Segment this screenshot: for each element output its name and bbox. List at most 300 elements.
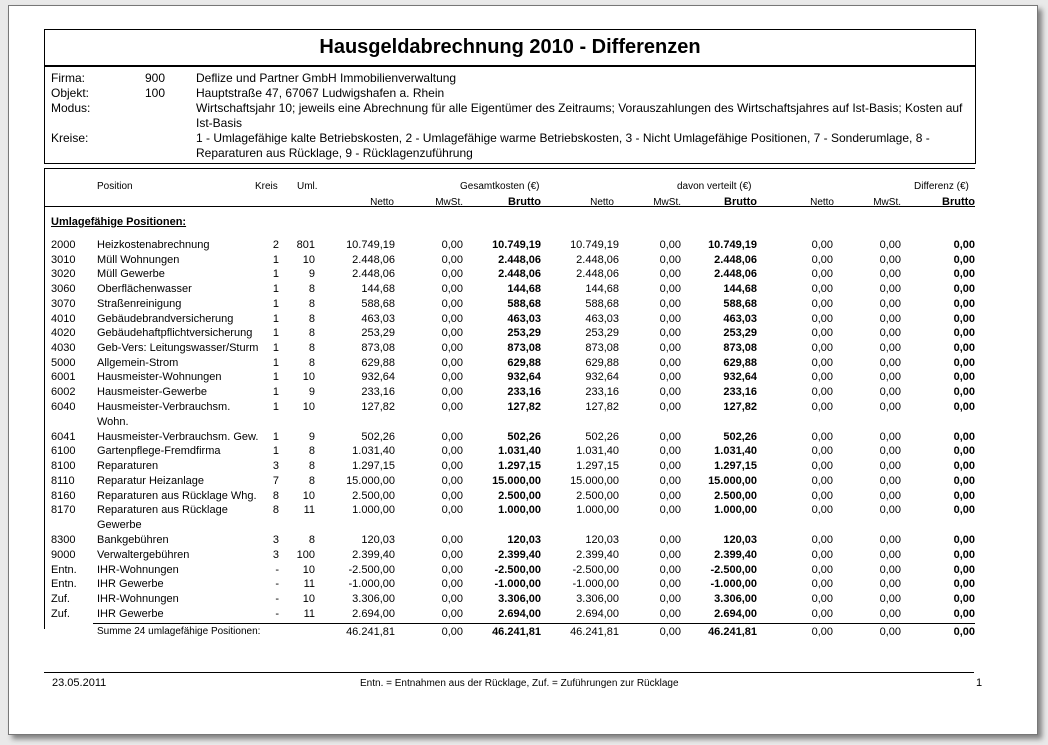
cell-kreis: 8	[272, 489, 279, 502]
cell-kreis: 8	[272, 504, 279, 517]
col-header-mwst: MwSt.	[653, 197, 681, 208]
sum-amount: 46.241,81	[570, 626, 619, 639]
cell-amount: 253,29	[507, 327, 541, 340]
cell-amount: 2.399,40	[352, 548, 395, 561]
cell-amount: 0,00	[659, 445, 681, 458]
cell-amount: 0,00	[953, 268, 975, 281]
col-header-brutto: Brutto	[942, 196, 975, 208]
cell-amount: 2.694,00	[576, 607, 619, 620]
cell-amount: 0,00	[659, 578, 681, 591]
cell-position: IHR-Wohnungen	[97, 563, 179, 576]
cell-uml: 10	[302, 400, 315, 413]
cell-position: Geb-Vers: Leitungswasser/Sturm	[97, 341, 259, 354]
cell-amount: 0,00	[879, 297, 901, 310]
cell-amount: 2.399,40	[714, 548, 757, 561]
cell-uml: 11	[303, 607, 315, 620]
cell-amount: 0,00	[441, 474, 463, 487]
cell-amount: 873,08	[585, 341, 619, 354]
cell-amount: 0,00	[659, 460, 681, 473]
cell-uml: 11	[303, 578, 315, 591]
cell-amount: 0,00	[953, 578, 975, 591]
cell-amount: 502,26	[507, 430, 541, 443]
cell-amount: 0,00	[659, 563, 681, 576]
cell-amount: 932,64	[507, 371, 541, 384]
cell-uml: 801	[296, 239, 315, 251]
cell-amount: 0,00	[953, 460, 975, 473]
cell-position: Hausmeister-Gewerbe	[97, 386, 208, 398]
cell-amount: -2.500,00	[710, 563, 757, 576]
cell-kreis: 3	[272, 548, 279, 561]
cell-kreis: 1	[272, 371, 279, 384]
cell-position: IHR-Wohnungen	[97, 593, 179, 605]
sum-amount: 0,00	[811, 626, 833, 639]
cell-amount: 0,00	[879, 548, 901, 561]
table-row	[45, 445, 975, 459]
cell-uml: 11	[303, 504, 315, 517]
cell-amount: 0,00	[811, 312, 833, 325]
cell-amount: 0,00	[953, 253, 975, 266]
table-row	[45, 608, 975, 622]
cell-kreis: 2	[272, 239, 279, 251]
cell-amount: 0,00	[441, 297, 463, 310]
cell-account-number: 3010	[51, 253, 76, 266]
cell-amount: 0,00	[659, 489, 681, 502]
col-header-mwst: MwSt.	[873, 197, 901, 208]
col-header-netto: Netto	[370, 197, 394, 208]
cell-position: Heizkostenabrechnung	[97, 239, 210, 251]
cell-amount: 0,00	[659, 239, 681, 251]
cell-amount: 2.448,06	[352, 268, 395, 281]
cell-amount: 144,68	[361, 283, 395, 296]
table-row	[45, 401, 975, 415]
cell-amount: 0,00	[879, 474, 901, 487]
table-row	[45, 534, 975, 548]
cell-amount: 0,00	[441, 371, 463, 384]
cell-kreis: 3	[272, 460, 279, 473]
cell-amount: 120,03	[585, 534, 619, 547]
cell-amount: 1.000,00	[576, 504, 619, 517]
cell-amount: 873,08	[723, 341, 757, 354]
cell-amount: 120,03	[723, 534, 757, 547]
cell-amount: 0,00	[441, 445, 463, 458]
cell-amount: 10.749,19	[492, 239, 541, 251]
cell-kreis: 1	[272, 283, 279, 296]
cell-position: Gartenpflege-Fremdfirma	[97, 445, 221, 458]
col-header-brutto: Brutto	[508, 196, 541, 208]
cell-account-number: 4020	[51, 327, 76, 340]
col-header-netto: Netto	[810, 197, 834, 208]
cell-amount: 1.000,00	[352, 504, 395, 517]
cell-amount: 502,26	[585, 430, 619, 443]
cell-amount: 0,00	[879, 445, 901, 458]
cell-amount: 10.749,19	[708, 239, 757, 251]
table-row	[45, 593, 975, 607]
header-divider	[45, 206, 975, 207]
cell-amount: 144,68	[585, 283, 619, 296]
sum-row	[45, 626, 975, 640]
footer-page-number: 1	[976, 677, 983, 689]
cell-position: Allgemein-Strom	[97, 356, 179, 369]
col-header-gesamtkosten: Gesamtkosten (€)	[460, 181, 540, 192]
cell-amount: 127,82	[507, 400, 541, 413]
cell-amount: 0,00	[441, 268, 463, 281]
cell-amount: 0,00	[811, 489, 833, 502]
cell-amount: 2.694,00	[498, 607, 541, 620]
cell-amount: 0,00	[879, 253, 901, 266]
cell-amount: 0,00	[953, 239, 975, 251]
cell-amount: 0,00	[953, 283, 975, 296]
col-header-uml: Uml.	[297, 181, 318, 192]
cell-amount: 629,88	[507, 356, 541, 369]
cell-amount: -2.500,00	[494, 563, 541, 576]
cell-uml: 9	[308, 386, 315, 398]
cell-position: Hausmeister-Verbrauchsm. Gew.	[97, 430, 259, 443]
cell-amount: 10.749,19	[346, 239, 395, 251]
cell-kreis: 3	[272, 534, 279, 547]
cell-amount: 0,00	[811, 283, 833, 296]
cell-kreis: 1	[272, 430, 279, 443]
sum-amount: 0,00	[953, 626, 975, 639]
cell-amount: 233,16	[723, 386, 757, 398]
cell-amount: 0,00	[811, 474, 833, 487]
table-row	[45, 504, 975, 518]
cell-account-number: 5000	[51, 356, 76, 369]
cell-amount: 1.297,15	[352, 460, 395, 473]
cell-amount: 0,00	[441, 489, 463, 502]
col-header-mwst: MwSt.	[435, 197, 463, 208]
cell-kreis: 1	[272, 356, 279, 369]
cell-amount: 0,00	[811, 578, 833, 591]
cell-amount: 2.448,06	[576, 253, 619, 266]
cell-amount: 0,00	[659, 341, 681, 354]
cell-amount: 120,03	[507, 534, 541, 547]
cell-kreis: 1	[272, 297, 279, 310]
footer-divider	[44, 672, 974, 673]
cell-amount: 0,00	[441, 283, 463, 296]
cell-amount: 0,00	[953, 341, 975, 354]
cell-amount: 0,00	[811, 534, 833, 547]
table-row	[45, 490, 975, 504]
col-header-netto: Netto	[590, 197, 614, 208]
cell-amount: 0,00	[879, 430, 901, 443]
cell-amount: 0,00	[441, 341, 463, 354]
footer-note: Entn. = Entnahmen aus der Rücklage, Zuf. = Zuführungen zur Rücklage	[360, 678, 679, 689]
cell-amount: 2.448,06	[714, 253, 757, 266]
cell-amount: 233,16	[361, 386, 395, 398]
table-row-continuation	[45, 416, 975, 430]
cell-position: Verwaltergebühren	[97, 548, 190, 561]
cell-amount: 253,29	[361, 327, 395, 340]
cell-amount: 0,00	[441, 593, 463, 605]
info-text: Hauptstraße 47, 67067 Ludwigshafen a. Rhein	[196, 86, 445, 100]
cell-amount: 0,00	[811, 607, 833, 620]
cell-account-number: 8300	[51, 534, 76, 547]
cell-amount: 0,00	[879, 578, 901, 591]
cell-position: Oberflächenwasser	[97, 283, 192, 296]
cell-amount: 932,64	[361, 371, 395, 384]
cell-amount: 2.448,06	[498, 268, 541, 281]
cell-amount: 0,00	[659, 534, 681, 547]
cell-amount: 0,00	[879, 268, 901, 281]
cell-position-continued: Gewerbe	[97, 519, 142, 532]
cell-amount: 0,00	[441, 534, 463, 547]
cell-uml: 8	[308, 474, 315, 487]
cell-amount: 0,00	[879, 400, 901, 413]
cell-amount: 15.000,00	[708, 474, 757, 487]
table-row	[45, 239, 975, 253]
cell-amount: 0,00	[441, 563, 463, 576]
cell-amount: 15.000,00	[492, 474, 541, 487]
cell-position: Bankgebühren	[97, 534, 169, 547]
cell-position: Reparatur Heizanlage	[97, 474, 205, 487]
cell-account-number: 4010	[51, 312, 76, 325]
col-header-brutto: Brutto	[724, 196, 757, 208]
cell-amount: 0,00	[953, 548, 975, 561]
cell-amount: 1.297,15	[714, 460, 757, 473]
cell-amount: 0,00	[811, 504, 833, 517]
cell-amount: 15.000,00	[570, 474, 619, 487]
cell-kreis: 7	[272, 474, 279, 487]
cell-amount: 0,00	[659, 312, 681, 325]
cell-amount: -1.000,00	[572, 578, 619, 591]
cell-amount: 0,00	[879, 563, 901, 576]
cell-amount: 144,68	[507, 283, 541, 296]
cell-amount: 0,00	[659, 607, 681, 620]
cell-amount: 0,00	[879, 607, 901, 620]
sum-amount: 46.241,81	[492, 626, 541, 639]
cell-amount: 588,68	[507, 297, 541, 310]
cell-kreis: -	[275, 578, 279, 591]
sum-amount: 0,00	[441, 626, 463, 639]
cell-amount: 0,00	[811, 268, 833, 281]
cell-account-number: 6001	[51, 371, 76, 384]
cell-uml: 8	[308, 356, 315, 369]
cell-amount: 0,00	[953, 312, 975, 325]
cell-kreis: 1	[272, 312, 279, 325]
cell-uml: 9	[308, 430, 315, 443]
cell-amount: 0,00	[441, 504, 463, 517]
cell-amount: 629,88	[585, 356, 619, 369]
cell-amount: 0,00	[953, 504, 975, 517]
sum-label: Summe 24 umlagefähige Positionen:	[97, 626, 261, 638]
cell-kreis: 1	[272, 268, 279, 281]
cell-amount: 0,00	[811, 400, 833, 413]
cell-amount: 1.297,15	[576, 460, 619, 473]
table-row	[45, 371, 975, 385]
cell-amount: 233,16	[585, 386, 619, 398]
cell-amount: 233,16	[507, 386, 541, 398]
cell-amount: 0,00	[953, 445, 975, 458]
cell-position: Reparaturen aus Rücklage	[97, 504, 228, 517]
cell-position: Reparaturen aus Rücklage Whg.	[97, 489, 257, 502]
col-header-position: Position	[97, 181, 133, 192]
cell-uml: 10	[302, 371, 315, 384]
cell-amount: 1.297,15	[498, 460, 541, 473]
cell-amount: 0,00	[811, 386, 833, 398]
cell-amount: 0,00	[659, 371, 681, 384]
cell-amount: 0,00	[441, 386, 463, 398]
cell-amount: 0,00	[659, 283, 681, 296]
cell-amount: 0,00	[441, 548, 463, 561]
cell-uml: 8	[308, 460, 315, 473]
cell-amount: 0,00	[953, 400, 975, 413]
cell-amount: 0,00	[879, 593, 901, 605]
cell-position: Gebäudehaftpflichtversicherung	[97, 327, 253, 340]
cell-amount: 127,82	[361, 400, 395, 413]
cell-amount: 0,00	[953, 386, 975, 398]
cell-amount: 253,29	[723, 327, 757, 340]
cell-amount: 0,00	[659, 297, 681, 310]
cell-position-continued: Wohn.	[97, 415, 129, 428]
info-number: 100	[145, 86, 166, 100]
cell-amount: 144,68	[723, 283, 757, 296]
cell-amount: 0,00	[659, 268, 681, 281]
table-row	[45, 549, 975, 563]
info-number: 900	[145, 71, 166, 85]
cell-amount: 3.306,00	[352, 593, 395, 605]
cell-amount: 0,00	[879, 371, 901, 384]
cell-kreis: 1	[272, 341, 279, 354]
cell-amount: 0,00	[811, 297, 833, 310]
cell-kreis: 1	[272, 386, 279, 398]
title-box	[44, 29, 976, 66]
cell-amount: 0,00	[811, 445, 833, 458]
cell-amount: 0,00	[811, 371, 833, 384]
cell-position: Hausmeister-Wohnungen	[97, 371, 222, 384]
table-row-continuation	[45, 519, 975, 533]
cell-amount: 0,00	[659, 327, 681, 340]
cell-amount: 0,00	[811, 239, 833, 251]
cell-amount: 629,88	[723, 356, 757, 369]
cell-amount: 0,00	[659, 253, 681, 266]
cell-amount: 0,00	[879, 239, 901, 251]
cell-amount: 0,00	[441, 356, 463, 369]
cell-amount: 0,00	[879, 283, 901, 296]
cell-amount: 2.500,00	[576, 489, 619, 502]
cell-amount: 3.306,00	[714, 593, 757, 605]
cell-amount: 873,08	[507, 341, 541, 354]
cell-amount: 0,00	[659, 474, 681, 487]
cell-amount: -1.000,00	[494, 578, 541, 591]
cell-account-number: 6040	[51, 400, 76, 413]
sum-divider	[93, 623, 975, 624]
cell-amount: 2.500,00	[498, 489, 541, 502]
cell-amount: 1.031,40	[576, 445, 619, 458]
cell-amount: -1.000,00	[710, 578, 757, 591]
cell-amount: 2.448,06	[498, 253, 541, 266]
cell-amount: 0,00	[879, 327, 901, 340]
cell-amount: 0,00	[953, 371, 975, 384]
cell-account-number: Entn.	[51, 578, 77, 591]
cell-amount: 2.500,00	[714, 489, 757, 502]
cell-amount: -2.500,00	[348, 563, 395, 576]
cell-amount: 2.448,06	[576, 268, 619, 281]
table-row	[45, 327, 975, 341]
cell-amount: 0,00	[811, 460, 833, 473]
cell-account-number: Zuf.	[51, 607, 70, 620]
cell-amount: 0,00	[953, 356, 975, 369]
cell-account-number: 4030	[51, 341, 76, 354]
info-label: Objekt:	[51, 86, 90, 100]
section-heading: Umlagefähige Positionen:	[51, 216, 187, 228]
cell-amount: 127,82	[585, 400, 619, 413]
col-header-davon-verteilt: davon verteilt (€)	[677, 181, 752, 192]
cell-kreis: 1	[272, 400, 279, 413]
cell-position: Reparaturen	[97, 460, 159, 473]
cell-uml: 10	[302, 489, 315, 502]
cell-amount: 588,68	[585, 297, 619, 310]
cell-kreis: -	[275, 563, 279, 576]
cell-amount: 0,00	[953, 607, 975, 620]
cell-account-number: 9000	[51, 548, 76, 561]
cell-amount: 0,00	[811, 430, 833, 443]
cell-account-number: Entn.	[51, 563, 77, 576]
cell-amount: 0,00	[879, 312, 901, 325]
cell-position: Müll Gewerbe	[97, 268, 165, 281]
cell-amount: 0,00	[811, 341, 833, 354]
table-row	[45, 431, 975, 445]
cell-amount: 1.000,00	[714, 504, 757, 517]
cell-amount: 932,64	[585, 371, 619, 384]
cell-amount: 0,00	[879, 341, 901, 354]
cell-account-number: 8160	[51, 489, 76, 502]
cell-kreis: -	[275, 593, 279, 605]
cell-uml: 8	[308, 341, 315, 354]
cell-account-number: 8110	[51, 474, 75, 487]
cell-position: Müll Wohnungen	[97, 253, 180, 266]
cell-amount: 2.399,40	[498, 548, 541, 561]
table-row	[45, 268, 975, 282]
cell-account-number: 3020	[51, 268, 76, 281]
info-text: 1 - Umlagefähige kalte Betriebskosten, 2 - Umlagefähige warme Betriebskosten, 3 - Nicht Umlagefähige Positionen, 7 - Sonderumlage, 8 - Reparaturen aus Rücklage, 9 - Rücklagenzuführung	[196, 131, 930, 160]
cell-amount: 588,68	[723, 297, 757, 310]
cell-kreis: 1	[272, 445, 279, 458]
sum-amount: 46.241,81	[708, 626, 757, 639]
cell-position: Hausmeister-Verbrauchsm.	[97, 400, 231, 413]
col-header-differenz: Differenz (€)	[914, 181, 969, 192]
cell-position: Straßenreinigung	[97, 297, 182, 310]
cell-kreis: -	[275, 607, 279, 620]
cell-uml: 8	[308, 283, 315, 296]
cell-amount: 0,00	[879, 534, 901, 547]
cell-amount: 463,03	[585, 312, 619, 325]
cell-amount: 0,00	[953, 593, 975, 605]
table-row	[45, 283, 975, 297]
sum-amount: 0,00	[879, 626, 901, 639]
cell-amount: 873,08	[361, 341, 395, 354]
cell-amount: 2.694,00	[714, 607, 757, 620]
sum-amount: 46.241,81	[346, 626, 395, 639]
cell-amount: 2.448,06	[714, 268, 757, 281]
cell-amount: 0,00	[953, 474, 975, 487]
cell-amount: 0,00	[811, 593, 833, 605]
sum-amount: 0,00	[659, 626, 681, 639]
cell-amount: 1.000,00	[498, 504, 541, 517]
cell-amount: 463,03	[723, 312, 757, 325]
cell-amount: 3.306,00	[576, 593, 619, 605]
cell-amount: 0,00	[441, 460, 463, 473]
cell-amount: 0,00	[879, 386, 901, 398]
table-row	[45, 254, 975, 268]
cell-amount: 120,03	[361, 534, 395, 547]
table-row	[45, 313, 975, 327]
cell-amount: 0,00	[659, 548, 681, 561]
cell-amount: 253,29	[585, 327, 619, 340]
table-row	[45, 578, 975, 592]
cell-amount: 0,00	[953, 430, 975, 443]
table-row	[45, 386, 975, 400]
cell-account-number: 8170	[51, 504, 76, 517]
